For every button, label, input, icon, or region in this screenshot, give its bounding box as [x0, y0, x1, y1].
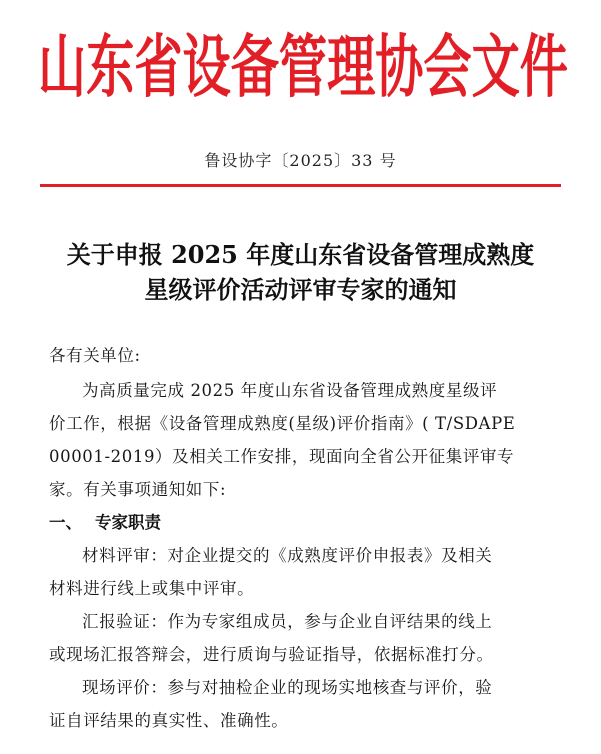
salutation: 各有关单位:	[49, 346, 141, 365]
duty-line: 材料进行线上或集中评审。	[49, 579, 255, 598]
notice-title-line-1: 关于申报 2025 年度山东省设备管理成熟度	[66, 240, 535, 269]
duty-line: 材料评审：对企业提交的《成熟度评价申报表》及相关	[82, 546, 493, 565]
duty-line: 汇报验证：作为专家组成员，参与企业自评结果的线上	[82, 612, 493, 631]
intro-line: 价工作，根据《设备管理成熟度(星级)评价指南》( T/SDAPE	[49, 414, 516, 433]
duty-line: 现场评价：参与对抽检企业的现场实地核查与评价，验	[82, 678, 493, 697]
intro-line: 为高质量完成 2025 年度山东省设备管理成熟度星级评	[82, 381, 498, 400]
notice-title-line-2: 星级评价活动评审专家的通知	[144, 275, 457, 304]
intro-line: 00001-2019）及相关工作安排，现面向全省公开征集评审专	[49, 447, 515, 466]
section-heading	[49, 513, 161, 533]
duty-line: 证自评结果的真实性、准确性。	[49, 711, 289, 730]
intro-line: 家。有关事项通知如下:	[49, 480, 227, 499]
duty-line: 或现场汇报答辩会，进行质询与验证指导，依据标准打分。	[49, 645, 494, 664]
section-number: 一、	[49, 513, 82, 532]
masthead-title: 山东省设备管理协会文件	[38, 28, 568, 108]
section-title: 专家职责	[95, 513, 161, 532]
document-number: 鲁设协字〔2025〕33 号	[204, 151, 397, 170]
red-divider	[40, 184, 561, 187]
